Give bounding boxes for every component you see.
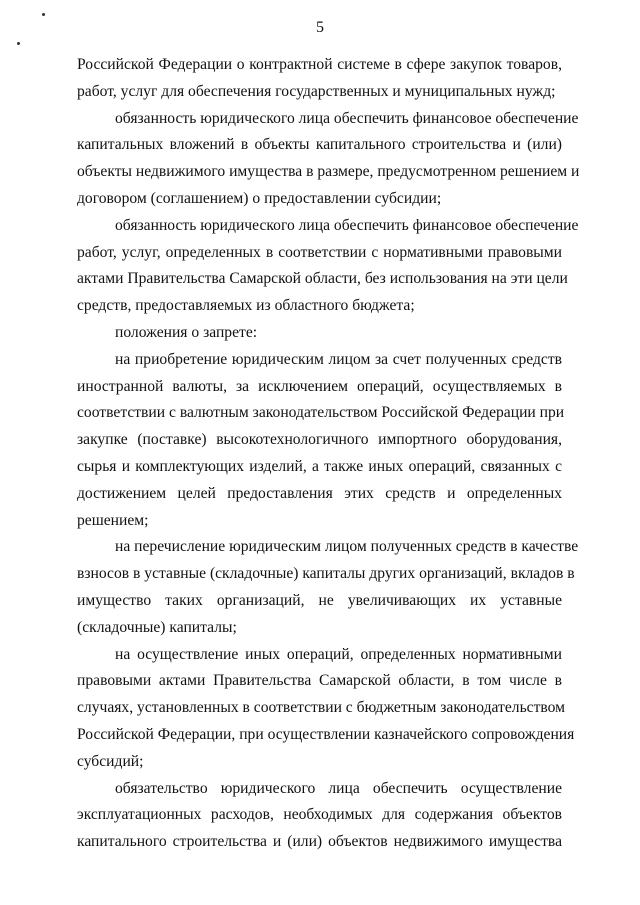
paragraph (77, 106, 580, 213)
text-line: закупке (поставке) высокотехнологичного импортного оборудования, (77, 431, 562, 449)
text-line: обязанность юридического лица обеспечить финансовое обеспечение (115, 109, 579, 127)
text-line: на перечисление юридическим лицом полученных средств в качестве (115, 538, 579, 556)
paragraph (77, 52, 562, 106)
text-line: актами Правительства Самарской области, без использования на эти цели (77, 270, 568, 288)
text-line: объекты недвижимого имущества в размере, предусмотренном решением и (77, 163, 580, 181)
text-line: (складочные) капиталы; (77, 618, 237, 636)
text-line: Российской Федерации о контрактной системе в сфере закупок товаров, (77, 56, 562, 73)
text-line: положения о запрете: (115, 323, 258, 341)
text-line: решением; (77, 511, 149, 529)
text-line: правовыми актами Правительства Самарской области, в том числе в (77, 672, 562, 690)
paragraph (77, 642, 575, 776)
paragraph (77, 347, 565, 535)
text-line: на приобретение юридическим лицом за счет полученных средств (115, 350, 562, 368)
text-line: средств, предоставляемых из областного бюджета; (77, 297, 415, 315)
paragraph (77, 776, 562, 856)
text-line: соответствии с валютным законодательством Российской Федерации при (77, 404, 565, 422)
text-line: капитальных вложений в объекты капитального строительства и (или) (77, 136, 562, 154)
text-line: Российской Федерации, при осуществлении казначейского сопровождения (77, 725, 575, 743)
paragraph (77, 534, 579, 641)
text-line: работ, услуг, определенных в соответствии с нормативными правовыми (77, 243, 562, 261)
document-body (77, 52, 580, 856)
scan-speck (17, 42, 20, 45)
text-line: капитального строительства и (или) объектов недвижимого имущества (77, 833, 562, 851)
text-line: субсидий; (77, 752, 144, 770)
text-line: работ, услуг для обеспечения государственных и муниципальных нужд; (77, 82, 556, 100)
paragraph (77, 320, 562, 347)
text-line: достижением целей предоставления этих средств и определенных (77, 484, 562, 502)
paragraph (77, 213, 579, 320)
text-line: имущество таких организаций, не увеличивающих их уставные (77, 591, 562, 609)
text-line: на осуществление иных операций, определенных нормативными (115, 645, 562, 663)
text-line: взносов в уставные (складочные) капиталы других организаций, вкладов в (77, 565, 575, 583)
text-line: сырья и комплектующих изделий, а также иных операций, связанных с (77, 457, 562, 475)
text-line: эксплуатационных расходов, необходимых для содержания объектов (77, 806, 562, 824)
text-line: обязанность юридического лица обеспечить финансовое обеспечение (115, 216, 579, 234)
page-number: 5 (316, 19, 324, 36)
text-line: обязательство юридического лица обеспечить осуществление (115, 779, 562, 797)
text-line: договором (соглашением) о предоставлении субсидии; (77, 189, 442, 207)
text-line: иностранной валюты, за исключением операций, осуществляемых в (77, 377, 562, 395)
text-line: случаях, установленных в соответствии с бюджетным законодательством (77, 699, 566, 717)
scan-speck (42, 13, 45, 16)
